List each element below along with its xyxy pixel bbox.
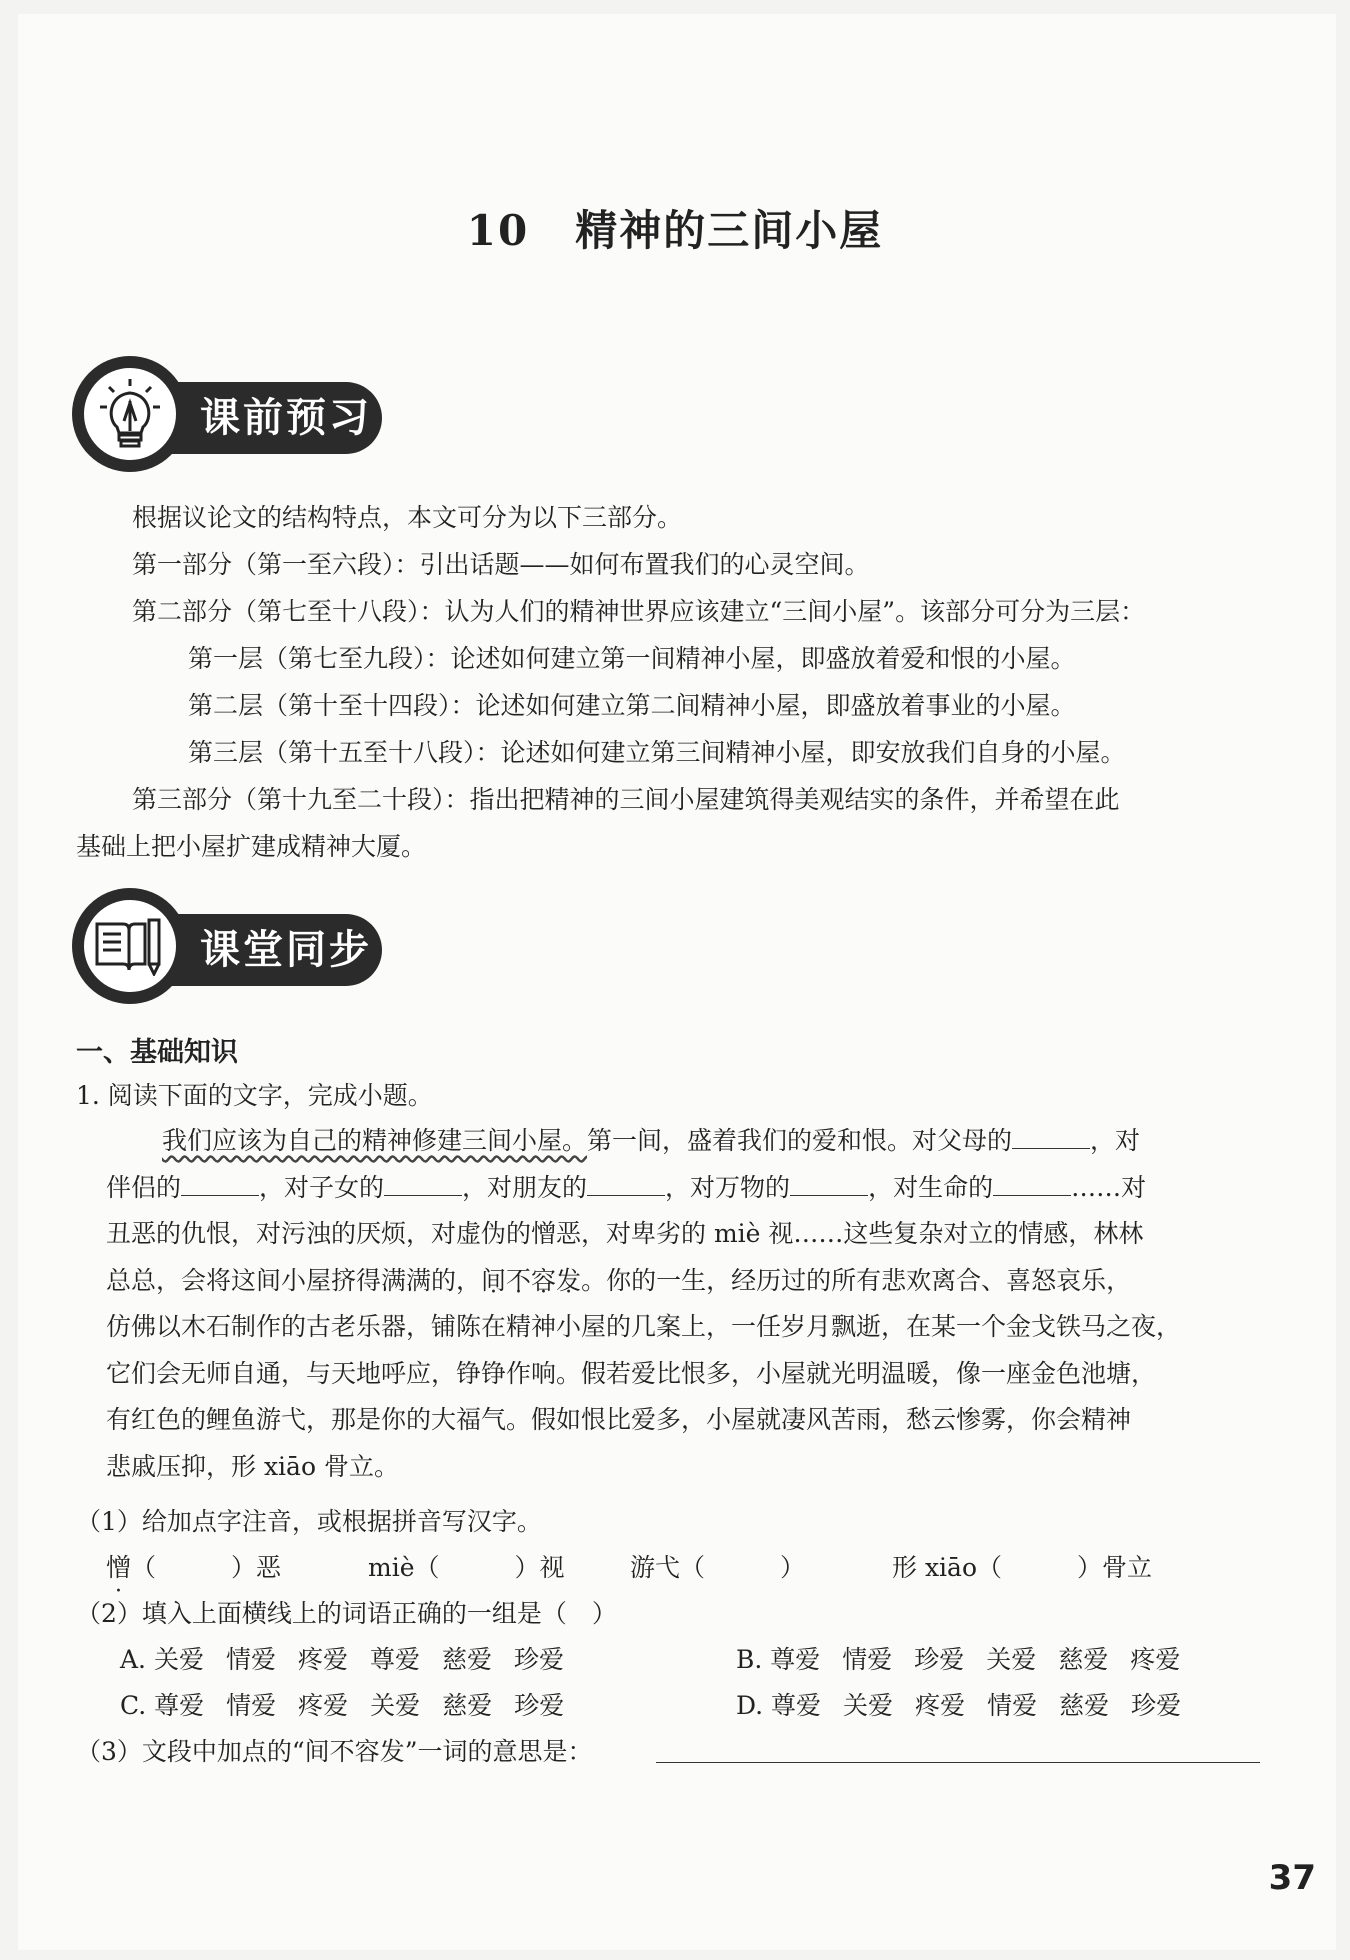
passage-line: 悲戚压抑，形 xiāo 骨立。 — [106, 1451, 399, 1481]
lesson-title — [0, 198, 1350, 258]
passage-text: 第一间，盛着我们的爱和恨。对父母的 — [587, 1126, 1013, 1155]
reading-passage — [106, 1118, 1264, 1490]
preview-line: 第一部分（第一至六段）：引出话题——如何布置我们的心灵空间。 — [132, 550, 870, 579]
answer-bracket[interactable]: （ ）恶 — [131, 1553, 282, 1582]
section-label-class: 课堂同步 — [200, 927, 372, 973]
dotted-char: 间 — [481, 1265, 507, 1295]
pinyin-prompt: miè — [368, 1553, 415, 1582]
passage-line: 它们会无师自通，与天地呼应，铮铮作响。假若爱比恨多，小屋就光明温暖，像一座金色池塘， — [106, 1358, 1157, 1388]
subquestion-2[interactable]: （2）填入上面横线上的词语正确的一组是（ ） — [76, 1599, 617, 1628]
dotted-char: 发 — [556, 1265, 582, 1295]
section-header-preview — [72, 356, 392, 476]
answer-bracket[interactable]: （ ） — [680, 1553, 806, 1582]
passage-text: 总总，会将这间小屋挤得满满的， — [106, 1265, 482, 1295]
fill-blank[interactable] — [587, 1171, 665, 1196]
book-badge — [72, 888, 188, 1004]
option-d[interactable]: D. 尊爱 关爱 疼爱 情爱 慈爱 珍爱 — [736, 1691, 1182, 1720]
answer-line[interactable] — [656, 1762, 1260, 1763]
passage-line: 仿佛以木石制作的古老乐器，铺陈在精神小屋的几案上，一任岁月飘逝，在某一个金戈铁马之夜， — [106, 1312, 1182, 1341]
preview-line: 第一层（第七至九段）：论述如何建立第一间精神小屋，即盛放着爱和恨的小屋。 — [188, 644, 1076, 673]
subsection-heading: 一、基础知识 — [76, 1037, 238, 1068]
passage-line: 有红色的鲤鱼游弋，那是你的大福气。假如恨比爱多，小屋就凄风苦雨，愁云惨雾，你会精神 — [106, 1405, 1132, 1434]
passage-text: ……对 — [1071, 1172, 1147, 1202]
subquestion-1-items — [106, 1548, 1152, 1584]
pinyin-prompt: 形 xiāo — [892, 1553, 977, 1582]
passage-text: ，对子女的 — [259, 1172, 385, 1202]
wavy-underlined-sentence: 我们应该为自己的精神修建三间小屋。 — [162, 1126, 588, 1155]
passage-line: 丑恶的仇恨，对污浊的厌烦，对虚伪的憎恶，对卑劣的 miè 视……这些复杂对立的情感，林林 — [106, 1219, 1144, 1248]
preview-line: 基础上把小屋扩建成精神大厦。 — [76, 832, 427, 861]
answer-bracket[interactable]: （ ）骨立 — [977, 1553, 1153, 1582]
fill-blank[interactable] — [384, 1171, 462, 1196]
word-prompt: 游弋 — [630, 1553, 681, 1582]
section-label-preview: 课前预习 — [200, 395, 372, 441]
book-pencil-icon — [93, 916, 167, 976]
preview-line: 第三层（第十五至十八段）：论述如何建立第三间精神小屋，即安放我们自身的小屋。 — [188, 738, 1126, 767]
lesson-name: 精神的三间小屋 — [575, 206, 884, 255]
option-b[interactable]: B. 尊爱 情爱 珍爱 关爱 慈爱 疼爱 — [736, 1645, 1181, 1674]
preview-text — [76, 494, 1264, 870]
fill-blank[interactable] — [181, 1171, 259, 1196]
passage-text: 伴侣的 — [106, 1172, 182, 1202]
question-1-prompt: 1. 阅读下面的文字，完成小题。 — [76, 1081, 433, 1110]
passage-text: ，对 — [1090, 1126, 1141, 1155]
lightbulb-icon — [95, 377, 165, 451]
passage-text: ，对生命的 — [868, 1172, 994, 1202]
page-number: 37 — [1268, 1858, 1316, 1898]
passage-text: ，对万物的 — [665, 1172, 791, 1202]
dotted-char: 憎 — [106, 1553, 132, 1582]
answer-bracket[interactable]: （ ）视 — [414, 1553, 565, 1582]
section-header-class — [72, 888, 392, 1008]
option-a[interactable]: A. 关爱 情爱 疼爱 尊爱 慈爱 珍爱 — [120, 1645, 565, 1674]
option-c[interactable]: C. 尊爱 情爱 疼爱 关爱 慈爱 珍爱 — [120, 1691, 565, 1720]
lesson-number: 10 — [466, 206, 530, 255]
subquestion-1: （1）给加点字注音，或根据拼音写汉字。 — [76, 1507, 542, 1536]
subquestion-3: （3）文段中加点的“间不容发”一词的意思是： — [76, 1737, 593, 1766]
passage-text: 。你的一生，经历过的所有悲欢离合、喜怒哀乐， — [581, 1265, 1132, 1295]
dotted-char: 容 — [531, 1265, 557, 1295]
preview-line: 第二层（第十至十四段）：论述如何建立第二间精神小屋，即盛放着事业的小屋。 — [188, 691, 1076, 720]
fill-blank[interactable] — [790, 1171, 868, 1196]
fill-blank[interactable] — [1012, 1124, 1090, 1149]
dotted-char: 不 — [506, 1265, 532, 1295]
lightbulb-badge — [72, 356, 188, 472]
preview-line: 第二部分（第七至十八段）：认为人们的精神世界应该建立“三间小屋”。该部分可分为三层： — [132, 597, 1146, 626]
preview-line: 第三部分（第十九至二十段）：指出把精神的三间小屋建筑得美观结实的条件，并希望在此 — [132, 785, 1120, 814]
preview-line: 根据议论文的结构特点，本文可分为以下三部分。 — [132, 503, 683, 532]
fill-blank[interactable] — [993, 1171, 1071, 1196]
passage-text: ，对朋友的 — [462, 1172, 588, 1202]
